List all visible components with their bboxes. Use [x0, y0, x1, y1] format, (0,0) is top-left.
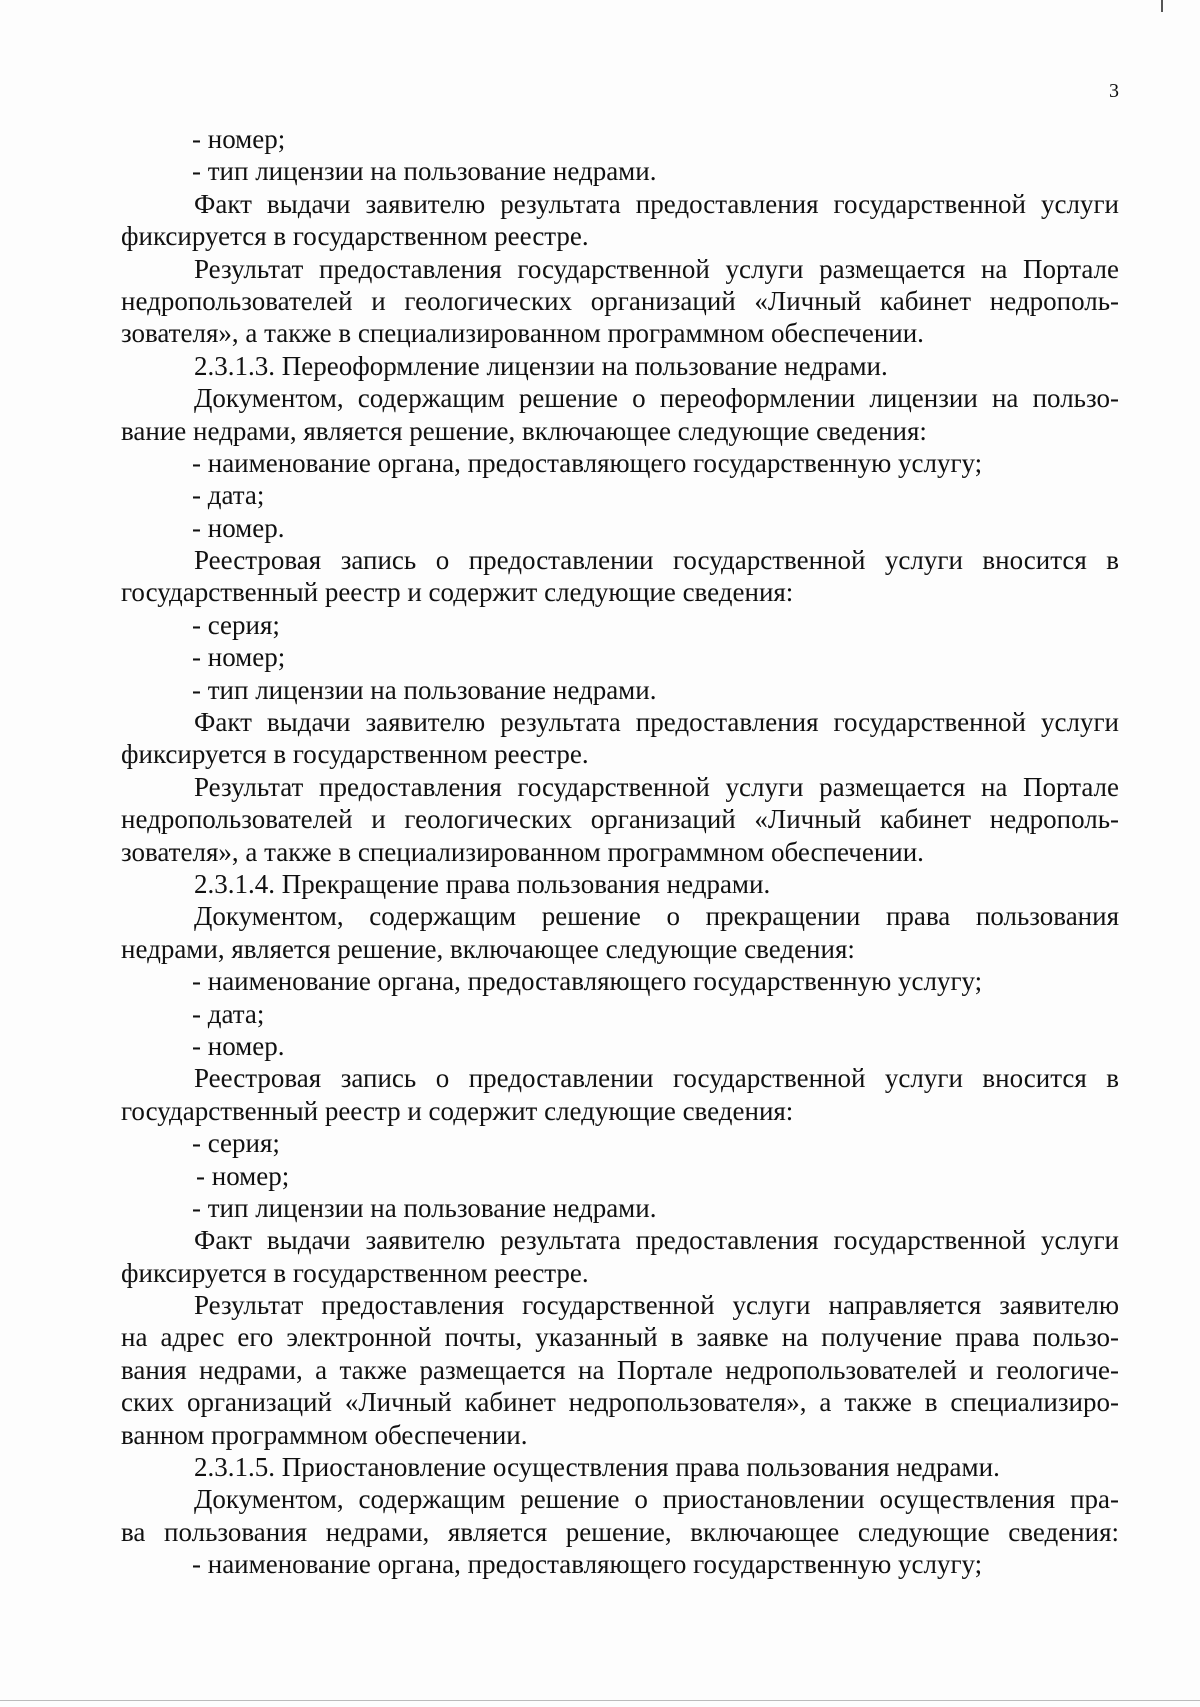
text-line: фиксируется в государственном реестре.	[121, 739, 589, 770]
list-item: - наименование органа, предоставляющего государственную услугу;	[192, 447, 983, 478]
list-item: - дата;	[192, 480, 265, 511]
list-item: - дата;	[192, 998, 265, 1029]
list-item: - номер;	[196, 1160, 290, 1191]
text-line: ских организаций «Личный кабинет недропользователя», а также в специализиро-	[121, 1387, 1119, 1418]
text-line: Факт выдачи заявителю результата предоставления государственной услуги	[194, 188, 1119, 219]
list-item: - серия;	[192, 1128, 280, 1159]
text-line: Факт выдачи заявителю результата предоставления государственной услуги	[194, 707, 1119, 738]
text-line: вание недрами, является решение, включающее следующие сведения:	[121, 415, 927, 446]
page-number: 3	[1109, 80, 1119, 102]
text-line: 2.3.1.5. Приостановление осуществления права пользования недрами.	[194, 1452, 1000, 1483]
text-line: фиксируется в государственном реестре.	[121, 1257, 589, 1288]
list-item: - номер.	[192, 512, 285, 543]
text-line: недропользователей и геологических организаций «Личный кабинет недрополь-	[121, 285, 1119, 316]
text-line: ванном программном обеспечении.	[121, 1419, 528, 1450]
list-item: - тип лицензии на пользование недрами.	[192, 674, 657, 705]
text-line: 2.3.1.3. Переоформление лицензии на пользование недрами.	[194, 350, 888, 381]
list-item: - номер;	[192, 124, 286, 154]
list-item: - тип лицензии на пользование недрами.	[192, 1192, 657, 1223]
body-text	[121, 123, 1119, 1581]
text-line: Результат предоставления государственной услуги направляется заявителю	[194, 1290, 1119, 1321]
text-line: недрами, является решение, включающее следующие сведения:	[121, 933, 855, 964]
text-line: недропользователей и геологических организаций «Личный кабинет недрополь-	[121, 804, 1119, 835]
list-item: - наименование органа, предоставляющего государственную услугу;	[192, 966, 983, 997]
text-line: государственный реестр и содержит следующие сведения:	[121, 1095, 794, 1126]
text-line: Документом, содержащим решение о прекращении права пользования	[194, 901, 1119, 932]
text-line: Реестровая запись о предоставлении государственной услуги вносится в	[194, 1063, 1119, 1094]
text-line: Документом, содержащим решение о переоформлении лицензии на пользо-	[194, 383, 1119, 414]
text-line: Факт выдачи заявителю результата предоставления государственной услуги	[194, 1225, 1119, 1256]
text-line: на адрес его электронной почты, указанный в заявке на получение права пользо-	[121, 1322, 1119, 1353]
text-line: государственный реестр и содержит следующие сведения:	[121, 577, 794, 608]
text-line: 2.3.1.4. Прекращение права пользования недрами.	[194, 868, 771, 899]
scan-edge-mark	[1161, 0, 1163, 12]
text-line: фиксируется в государственном реестре.	[121, 221, 589, 252]
list-item: - серия;	[192, 609, 280, 640]
scan-bottom-edge	[0, 1700, 1200, 1701]
text-line: вания недрами, а также размещается на Портале недропользователей и геологиче-	[121, 1354, 1119, 1385]
text-line: Реестровая запись о предоставлении государственной услуги вносится в	[194, 545, 1119, 576]
text-line: Результат предоставления государственной услуги размещается на Портале	[194, 771, 1119, 802]
list-item: - номер;	[192, 642, 286, 673]
text-line: Документом, содержащим решение о приостановлении осуществления пра-	[194, 1484, 1119, 1515]
text-line: зователя», а также в специализированном программном обеспечении.	[121, 318, 924, 349]
text-line: ва пользования недрами, является решение, включающее следующие сведения:	[121, 1516, 1119, 1547]
text-line: зователя», а также в специализированном программном обеспечении.	[121, 836, 924, 867]
list-item: - наименование органа, предоставляющего государственную услугу;	[192, 1549, 983, 1580]
list-item: - тип лицензии на пользование недрами.	[192, 156, 657, 187]
text-line: Результат предоставления государственной услуги размещается на Портале	[194, 253, 1119, 284]
list-item: - номер.	[192, 1030, 285, 1061]
